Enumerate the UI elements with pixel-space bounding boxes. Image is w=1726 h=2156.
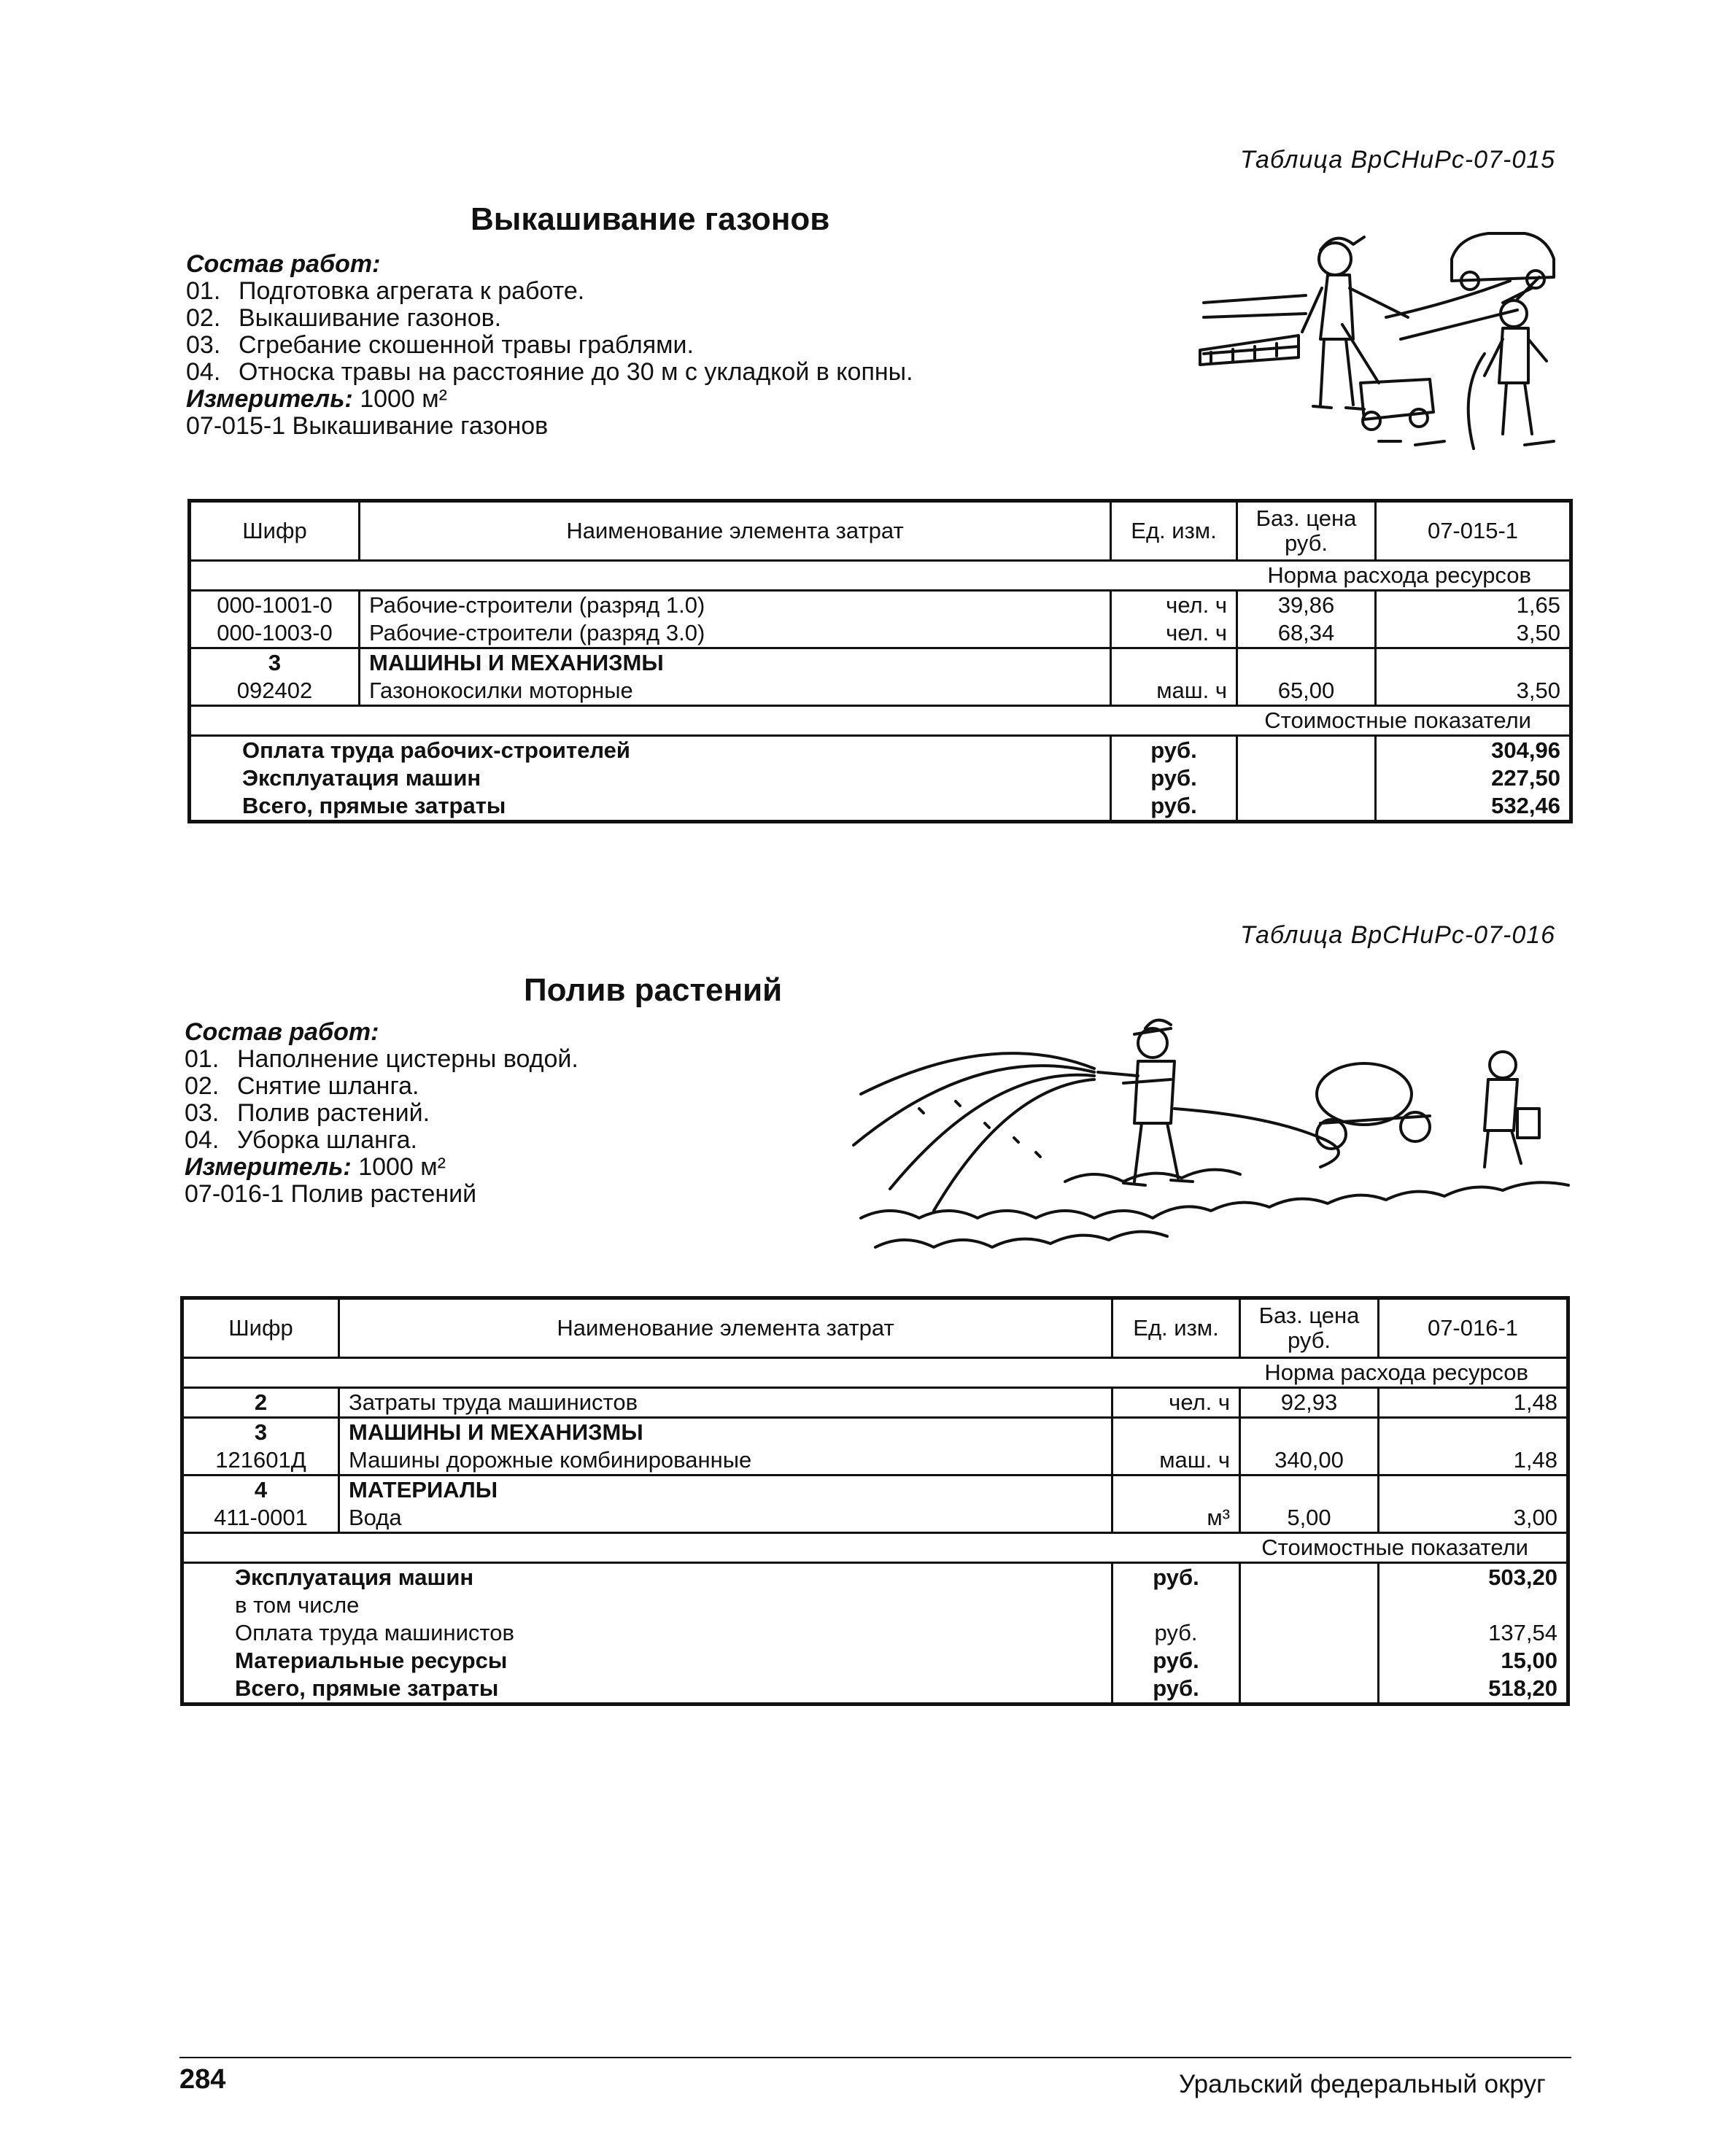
measure-line: Измеритель: 1000 м²: [186, 385, 447, 413]
table-row: 3 МАШИНЫ И МЕХАНИЗМЫ: [190, 648, 1571, 678]
footer-rule: [179, 2057, 1571, 2058]
col-header-unit: Ед. изм.: [1112, 1298, 1240, 1358]
cost-table-2: [180, 1296, 1570, 1706]
summary-row: Материальные ресурсы руб. 15,00: [182, 1647, 1568, 1675]
col-header-unit: Ед. изм.: [1111, 501, 1237, 561]
section-title-1: Выкашивание газонов: [471, 201, 830, 237]
table-row: 092402 Газонокосилки моторные маш. ч 65,00 3,50: [190, 677, 1571, 706]
col-header-price: Баз. цена руб.: [1237, 501, 1376, 561]
summary-row: Эксплуатация машин руб. 227,50: [190, 764, 1571, 792]
col-header-norm: 07-015-1: [1376, 501, 1571, 561]
works-block-1: [186, 251, 913, 440]
section-row: Стоимостные показатели: [182, 1533, 1568, 1563]
work-item: 03. Сгребание скошенной травы граблями.: [186, 331, 694, 359]
col-header-norm: 07-016-1: [1379, 1298, 1568, 1358]
summary-row: Эксплуатация машин руб. 503,20: [182, 1563, 1568, 1592]
summary-row: Оплата труда машинистов руб. 137,54: [182, 1619, 1568, 1647]
work-item: 01. Подготовка агрегата к работе.: [186, 277, 585, 305]
work-item: 03. Полив растений.: [185, 1099, 430, 1127]
summary-row: Всего, прямые затраты руб. 518,20: [182, 1675, 1568, 1705]
table-header-row: [190, 501, 1571, 561]
footer-region: Уральский федеральный округ: [1179, 2070, 1546, 2098]
summary-row: Оплата труда рабочих-строителей руб. 304,96: [190, 736, 1571, 765]
code-line: 07-015-1 Выкашивание газонов: [186, 412, 549, 440]
works-heading: Состав работ:: [186, 250, 381, 278]
works-heading: Состав работ:: [185, 1018, 379, 1046]
work-item: 02. Снятие шланга.: [185, 1072, 419, 1100]
work-item: 02. Выкашивание газонов.: [186, 304, 502, 332]
section-title-2: Полив растений: [524, 972, 783, 1008]
measure-line: Измеритель: 1000 м²: [185, 1153, 446, 1181]
col-header-name: Наименование элемента затрат: [339, 1298, 1112, 1358]
works-block-2: [185, 1019, 578, 1208]
table-row: 4 МАТЕРИАЛЫ: [182, 1476, 1568, 1505]
table-header-row: [182, 1298, 1568, 1358]
watering-illustration: [846, 999, 1576, 1262]
section-row: Стоимостные показатели: [190, 706, 1571, 736]
page-number: 284: [179, 2064, 226, 2095]
work-item: 04. Относка травы на расстояние до 30 м с укладкой в копны.: [186, 358, 913, 386]
table-row: 411-0001 Вода м³ 5,00 3,00: [182, 1504, 1568, 1533]
work-item: 01. Наполнение цистерны водой.: [185, 1045, 578, 1073]
table-row: 2 Затраты труда машинистов чел. ч 92,93 1,48: [182, 1388, 1568, 1418]
section-row: Норма расхода ресурсов: [190, 561, 1571, 591]
table-row: 000-1003-0 Рабочие-строители (разряд 3.0) чел. ч 68,34 3,50: [190, 619, 1571, 648]
table-row: 3 МАШИНЫ И МЕХАНИЗМЫ: [182, 1418, 1568, 1447]
col-header-name: Наименование элемента затрат: [360, 501, 1111, 561]
cost-table-1: [187, 499, 1573, 823]
lawn-mowing-illustration: [1196, 208, 1576, 456]
work-item: 04. Уборка шланга.: [185, 1126, 417, 1154]
summary-row: в том числе: [182, 1591, 1568, 1619]
summary-row: Всего, прямые затраты руб. 532,46: [190, 792, 1571, 822]
col-header-code: Шифр: [190, 501, 360, 561]
code-line: 07-016-1 Полив растений: [185, 1180, 477, 1208]
table-row: 121601Д Машины дорожные комбинированные маш. ч 340,00 1,48: [182, 1446, 1568, 1476]
section-row: Норма расхода ресурсов: [182, 1358, 1568, 1388]
table-label-2: Таблица ВрСНиРс-07-016: [1240, 921, 1556, 949]
table-row: 000-1001-0 Рабочие-строители (разряд 1.0) чел. ч 39,86 1,65: [190, 591, 1571, 620]
col-header-price: Баз. цена руб.: [1240, 1298, 1379, 1358]
table-label-1: Таблица ВрСНиРс-07-015: [1240, 146, 1556, 174]
col-header-code: Шифр: [182, 1298, 339, 1358]
